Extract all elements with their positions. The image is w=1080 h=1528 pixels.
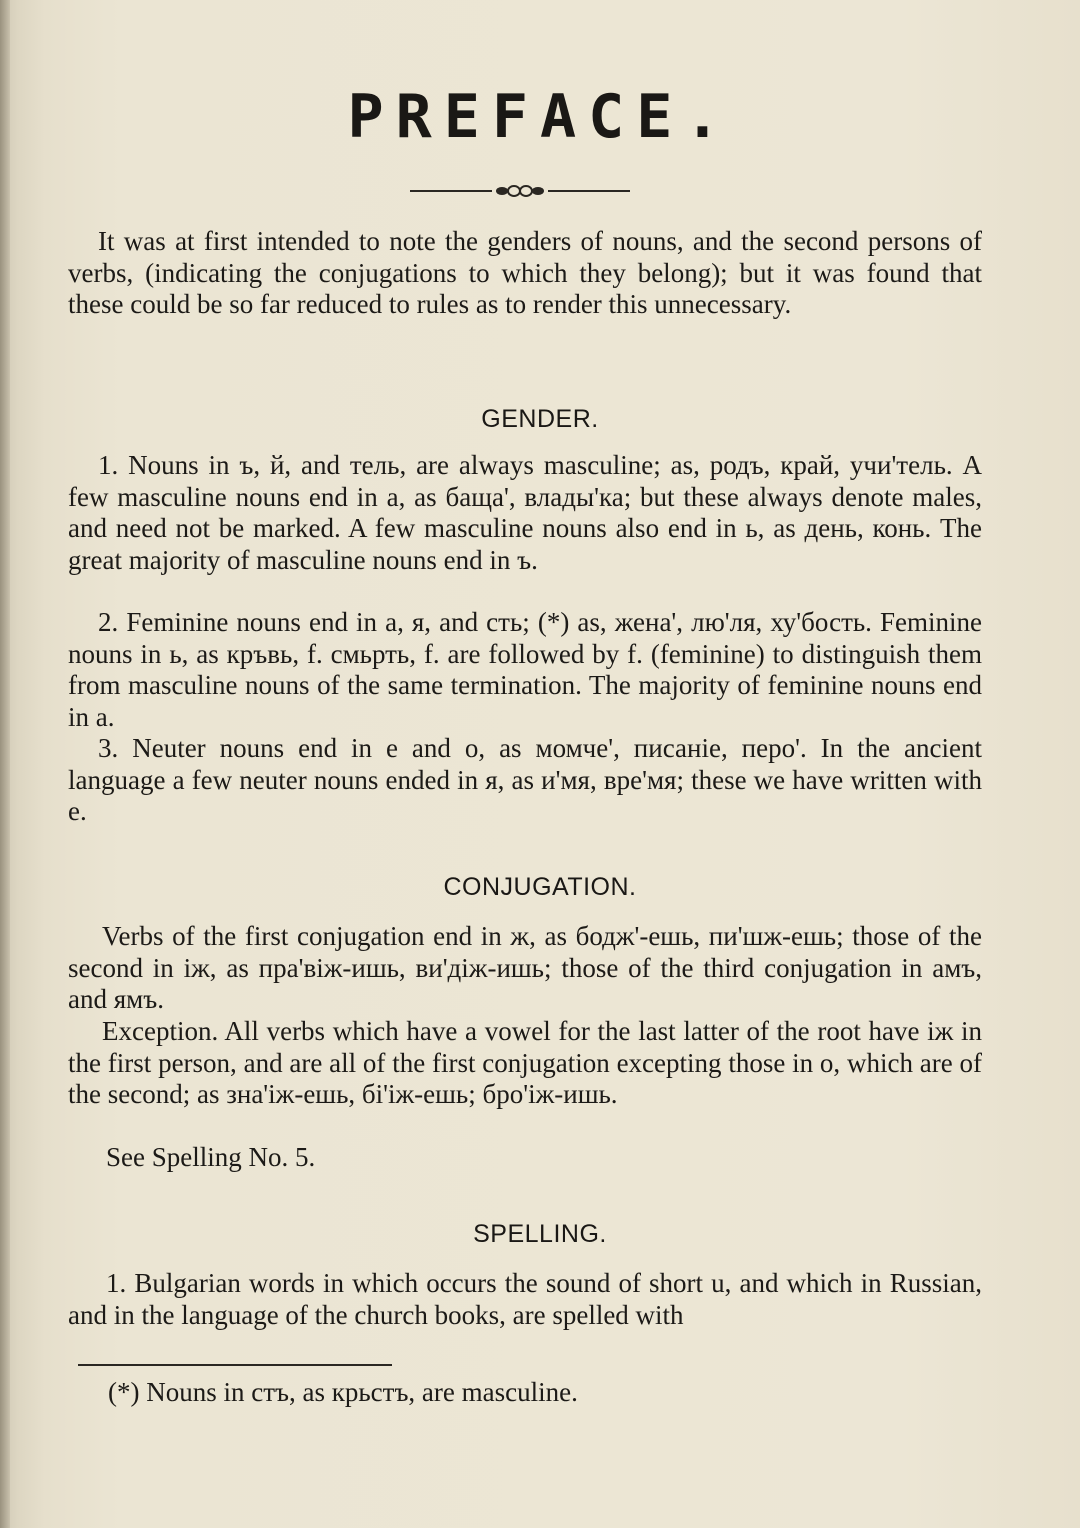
conjugation-see-also: See Spelling No. 5.: [106, 1142, 316, 1172]
page-binding-edge: [0, 0, 10, 1528]
spelling-paragraph-1: 1. Bulgarian words in which occurs the sound of short u, and which in Russian, and in the language of the church books, are spelled with: [68, 1268, 982, 1330]
page-title: PREFACE.: [347, 82, 733, 152]
intro-paragraph: It was at first intended to note the genders of nouns, and the second persons of verbs, (indicating the conjugations to which they belong); but it was found that these could be so far reduced to rules as to render this unnecessary.: [68, 226, 982, 319]
conjugation-paragraph-1: Verbs of the first conjugation end in ж, as бодж'-ешь, пи'шж-ешь; those of the second in іж, as пра'віж-ишь, ви'діж-ишь; those of the third conjugation in амъ, and ямъ.: [68, 921, 982, 1014]
spelling-heading: SPELLING.: [473, 1220, 607, 1248]
gender-paragraph-3: 3. Neuter nouns end in е and о, as момче', писаніе, перо'. In the ancient language a few neuter nouns ended in я, as и'мя, вре'мя; these we have written with е.: [68, 733, 982, 826]
conjugation-heading: CONJUGATION.: [443, 873, 637, 901]
conjugation-exception-paragraph: Exception. All verbs which have a vowel for the last latter of the root have іж in the first person, and are all of the first conjugation excepting those in о, which are of the second; as зна'іж-ешь, бі'іж-ешь; бро'іж-ишь.: [68, 1016, 982, 1109]
footnote-rule: [78, 1364, 392, 1366]
gender-heading: GENDER.: [481, 405, 599, 433]
gender-paragraph-2: 2. Feminine nouns end in а, я, and сть; (*) as, жена', лю'ля, ху'бость. Feminine nouns in ь, as кръвь, f. смьрть, f. are followed by f. (feminine) to distinguish them from masculine nouns of the same termination. The majority of feminine nouns end in a.: [68, 607, 982, 732]
footnote: (*) Nouns in стъ, as крьстъ, are masculine.: [108, 1377, 578, 1407]
gender-paragraph-1: 1. Nouns in ъ, й, and тель, are always masculine; as, родъ, край, учи'тель. A few masculine nouns end in a, as баща', влады'ка; but these always denote males, and need not be marked. A few masculine nouns also end in ь, as день, конь. The great majority of masculine nouns end in ъ.: [68, 450, 982, 575]
ornament-divider-icon: [410, 184, 630, 198]
